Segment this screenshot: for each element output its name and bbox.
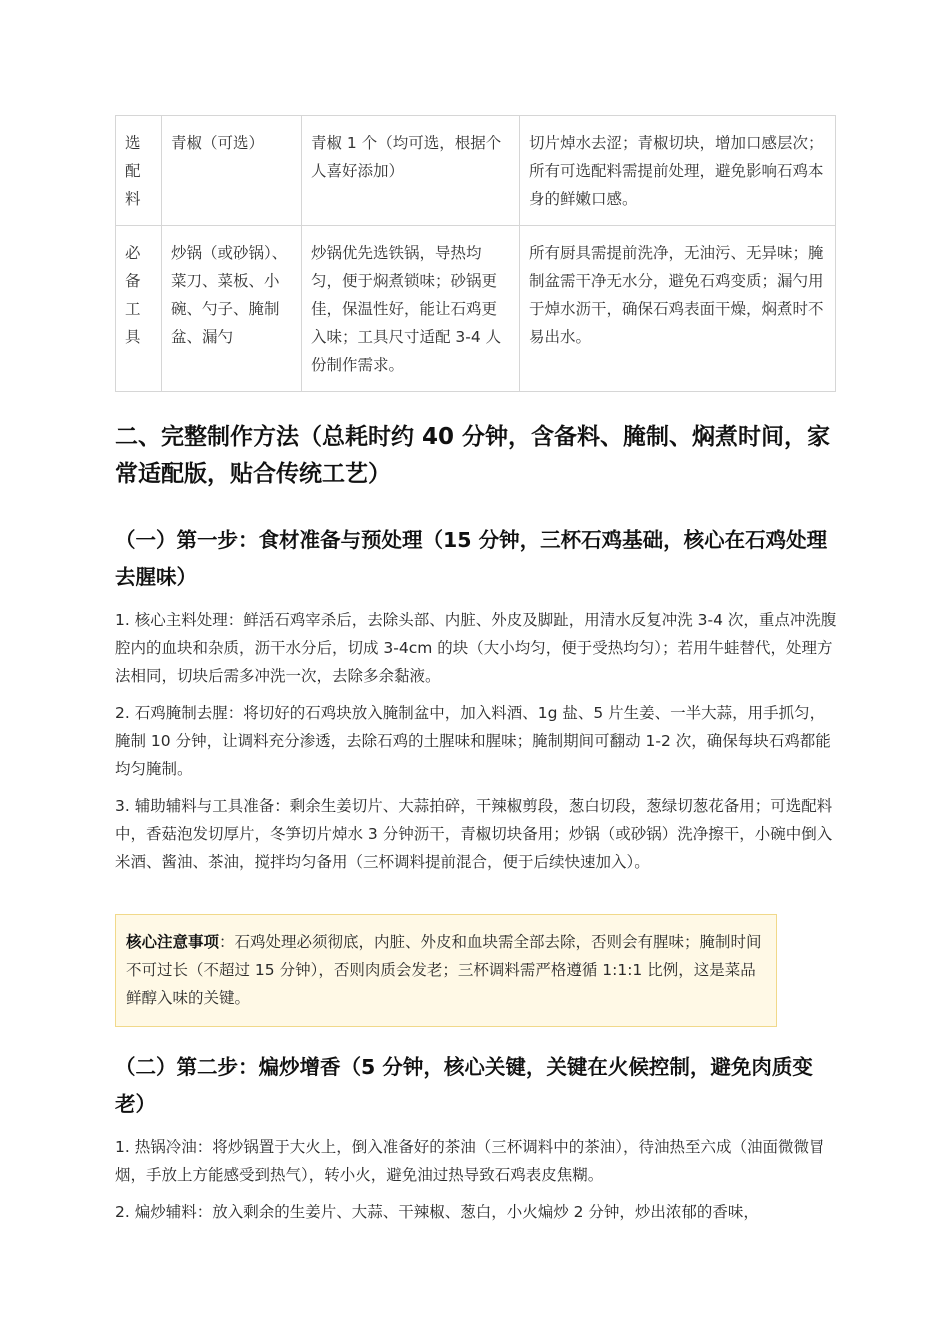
section-heading: 二、完整制作方法（总耗时约 40 分钟，含备料、腌制、焖煮时间，家常适配版，贴合传统工艺） (115, 424, 831, 487)
step2-item-2: 2. 煸炒辅料：放入剩余的生姜片、大蒜、干辣椒、葱白，小火煸炒 2 分钟，炒出浓郁的香味， (115, 1203, 759, 1221)
table-cell-amount: 炒锅优先选铁锅，导热均匀，便于焖煮锁味；砂锅更佳，保温性好，能让石鸡更入味；工具尺寸适配 3-4 人份制作需求。 (302, 226, 520, 392)
caution-note (115, 914, 777, 1027)
table-cell-amount: 青椒 1 个（均可选，根据个人喜好添加） (302, 116, 520, 226)
caution-note-text: ：石鸡处理必须彻底，内脏、外皮和血块需全部去除，否则会有腥味；腌制时间不可过长（不超过 15 分钟），否则肉质会发老；三杯调料需严格遵循 1:1:1 比例，这是菜品鲜醇入味的关键。 (126, 933, 762, 1007)
step1-item-3: 3. 辅助辅料与工具准备：剩余生姜切片、大蒜拍碎，干辣椒剪段，葱白切段，葱绿切葱花备用；可选配料中，香菇泡发切厚片，冬笋切片焯水 3 分钟沥干，青椒切块备用；炒锅（或砂锅）洗净擦干，小碗中倒入米酒、酱油、茶油，搅拌均匀备用（三杯调料提前混合，便于后续快速加入）。 (115, 797, 833, 871)
caution-note-label: 核心注意事项 (126, 933, 220, 951)
step1-item-2: 2. 石鸡腌制去腥：将切好的石鸡块放入腌制盆中，加入料酒、1g 盐、5 片生姜、一半大蒜，用手抓匀，腌制 10 分钟，让调料充分渗透，去除石鸡的土腥味和腥味；腌制期间可翻动 1-2 次，确保每块石鸡都能均匀腌制。 (115, 704, 831, 778)
step1-item-1: 1. 核心主料处理：鲜活石鸡宰杀后，去除头部、内脏、外皮及脚趾，用清水反复冲洗 3-4 次，重点冲洗腹腔内的血块和杂质，沥干水分后，切成 3-4cm 的块（大小均匀，便于受热均匀）；若用牛蛙替代，处理方法相同，切块后需多冲洗一次，去除多余黏液。 (115, 611, 837, 685)
table-cell-item: 青椒（可选） (162, 116, 302, 226)
ingredients-table (115, 115, 836, 392)
table-cell-note: 所有厨具需提前洗净，无油污、无异味；腌制盆需干净无水分，避免石鸡变质；漏勺用于焯水沥干，确保石鸡表面干燥，焖煮时不易出水。 (520, 226, 836, 392)
table-row (116, 226, 836, 392)
table-row (116, 116, 836, 226)
table-cell-category: 必备工具 (116, 226, 162, 392)
table-cell-category: 选配料 (116, 116, 162, 226)
document-page (115, 115, 837, 1221)
step2-item-1: 1. 热锅冷油：将炒锅置于大火上，倒入准备好的茶油（三杯调料中的茶油），待油热至六成（油面微微冒烟，手放上方能感受到热气），转小火，避免油过热导致石鸡表皮焦糊。 (115, 1138, 825, 1184)
table-cell-note: 切片焯水去涩；青椒切块，增加口感层次；所有可选配料需提前处理，避免影响石鸡本身的鲜嫩口感。 (520, 116, 836, 226)
step1-heading: （一）第一步：食材准备与预处理（15 分钟，三杯石鸡基础，核心在石鸡处理去腥味） (115, 528, 828, 589)
step2-heading: （二）第二步：煸炒增香（5 分钟，核心关键，关键在火候控制，避免肉质变老） (115, 1055, 813, 1116)
table-cell-item: 炒锅（或砂锅）、菜刀、菜板、小碗、勺子、腌制盆、漏勺 (162, 226, 302, 392)
